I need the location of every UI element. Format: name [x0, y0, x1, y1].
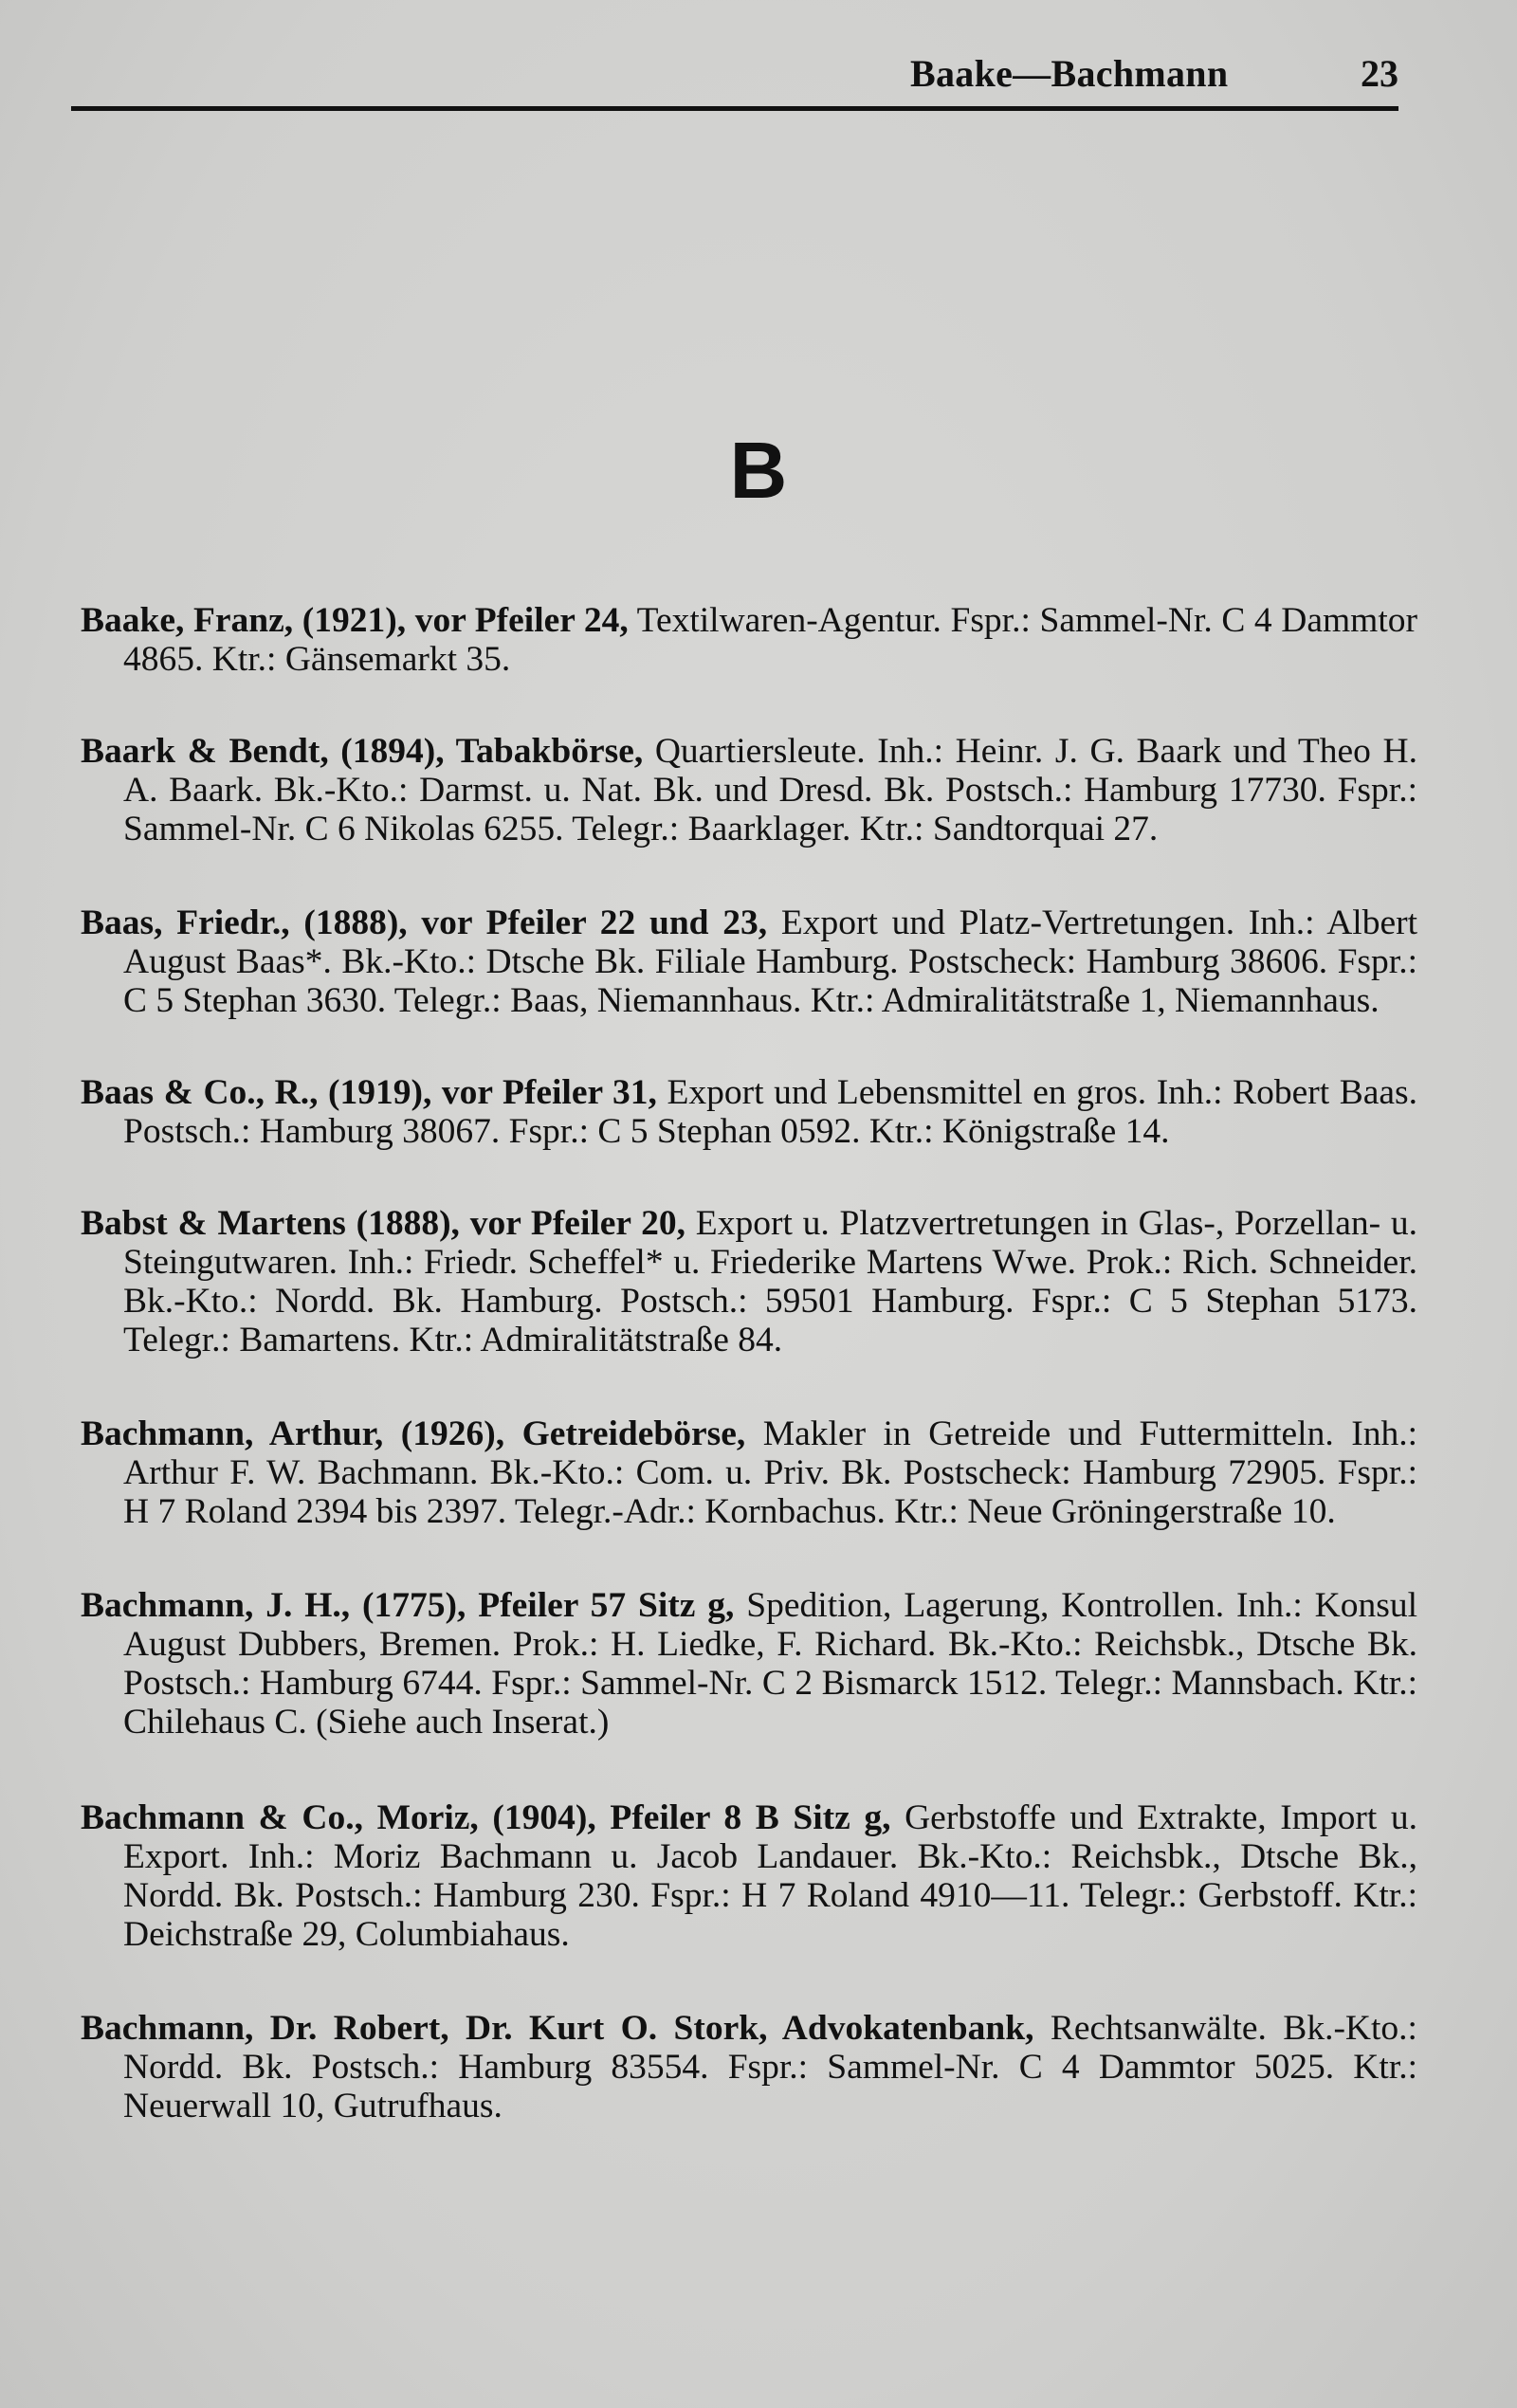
entry-name: Bachmann, Arthur, [81, 1414, 384, 1453]
entry-name: Baas, Friedr., [81, 903, 290, 942]
entry-details: Quartiersleute. Inh.: Heinr. J. G. Baark und Theo H. A. Baark. Bk.-Kto.: Darmst. u. Nat. Bk. und Dresd. Bk. Postsch.: Hamburg 17730. Fspr.: Sammel-Nr. C 6 Nikolas 6255. Telegr.: Baarklager. Ktr.: Sandtorquai 27. [123, 731, 1417, 848]
directory-entry [81, 2009, 1417, 2125]
directory-entry [81, 1204, 1417, 1359]
entry-location: (1919), vor Pfeiler 31, [318, 1072, 657, 1112]
entry-location: (1926), Getreidebörse, [383, 1414, 746, 1453]
directory-entry [81, 1798, 1417, 1954]
directory-entry [81, 903, 1417, 1020]
entry-list [81, 565, 1417, 2125]
entry-location: (1775), Pfeiler 57 Sitz g, [350, 1585, 735, 1625]
entry-details: Gerbstoffe und Extrakte, Import u. Export. Inh.: Moriz Bachmann u. Jacob Landauer. Bk.-Kto.: Reichsbk., Dtsche Bk., Nordd. Bk. Postsch.: Hamburg 230. Fspr.: H 7 Roland 4910—11. Telegr.: Gerbstoff. Ktr.: Deichstraße 29, Columbiahaus. [123, 1797, 1417, 1954]
entry-details: Export und Platz-Vertretungen. Inh.: Albert August Baas*. Bk.-Kto.: Dtsche Bk. Filiale Hamburg. Postscheck: Hamburg 38606. Fspr.: C 5 Stephan 3630. Telegr.: Baas, Niemannhaus. Ktr.: Admiralitätstraße 1, Niemannhaus. [123, 903, 1418, 1020]
running-head: Baake—Bachmann [910, 52, 1229, 95]
page-header [71, 46, 1398, 104]
entry-details: Textilwaren-Agentur. Fspr.: Sammel-Nr. C 4 Dammtor 4865. Ktr.: Gänsemarkt 35. [123, 600, 1417, 679]
entry-location: (1921), vor Pfeiler 24, [293, 600, 629, 640]
entry-details: Makler in Getreide und Futtermitteln. Inh.: Arthur F. W. Bachmann. Bk.-Kto.: Com. u. Priv. Bk. Postscheck: Hamburg 72905. Fspr.: H 7 Roland 2394 bis 2397. Telegr.-Adr.: Kornbachus. Ktr.: Neue Gröningerstraße 10. [123, 1414, 1417, 1531]
entry-location: (1888), vor Pfeiler 22 und 23, [289, 903, 768, 942]
directory-entry [81, 1414, 1417, 1531]
entry-name: Bachmann, Dr. Robert, Dr. Kurt O. Stork, Advokatenbank, [81, 2008, 1034, 2048]
entry-location: (1894), Tabakbörse, [328, 731, 644, 771]
entry-details: Spedition, Lagerung, Kontrollen. Inh.: Konsul August Dubbers, Bremen. Prok.: H. Liedke, F. Richard. Bk.-Kto.: Reichsbk., Dtsche Bk. Postsch.: Hamburg 6744. Fspr.: Sammel-Nr. C 2 Bismarck 1512. Telegr.: Mannsbach. Ktr.: Chilehaus C. (Siehe auch Inserat.) [123, 1585, 1417, 1742]
directory-entry [81, 601, 1417, 679]
directory-entry [81, 1073, 1417, 1151]
entry-location: (1888), vor Pfeiler 20, [345, 1203, 686, 1243]
header-rule [71, 106, 1398, 111]
page-number: 23 [1361, 52, 1398, 95]
entry-name: Bachmann & Co., Moriz, [81, 1797, 479, 1837]
entry-details: Rechtsanwälte. Bk.-Kto.: Nordd. Bk. Postsch.: Hamburg 83554. Fspr.: Sammel-Nr. C 4 Dammtor 5025. Ktr.: Neuerwall 10, Gutrufhaus. [123, 2008, 1417, 2125]
entry-name: Baark & Bendt, [81, 731, 329, 771]
entry-details: Export und Lebensmittel en gros. Inh.: Robert Baas. Postsch.: Hamburg 38067. Fspr.: C 5 Stephan 0592. Ktr.: Königstraße 14. [123, 1072, 1417, 1151]
directory-entry [81, 732, 1417, 848]
entry-name: Babst & Martens [81, 1203, 346, 1243]
directory-entry [81, 1586, 1417, 1742]
entry-name: Bachmann, J. H., [81, 1585, 351, 1625]
entry-name: Baake, Franz, [81, 600, 294, 640]
section-letter: B [729, 426, 788, 515]
entry-location: (1904), Pfeiler 8 B Sitz g, [478, 1797, 891, 1837]
entry-details: Export u. Platzvertretungen in Glas-, Porzellan- u. Steingutwaren. Inh.: Friedr. Scheffel* u. Friederike Martens Wwe. Prok.: Rich. Schneider. Bk.-Kto.: Nordd. Bk. Hamburg. Postsch.: 59501 Hamburg. Fspr.: C 5 Stephan 5173. Telegr.: Bamartens. Ktr.: Admiralitätstraße 84. [123, 1203, 1418, 1359]
entry-name: Baas & Co., R., [81, 1072, 319, 1112]
